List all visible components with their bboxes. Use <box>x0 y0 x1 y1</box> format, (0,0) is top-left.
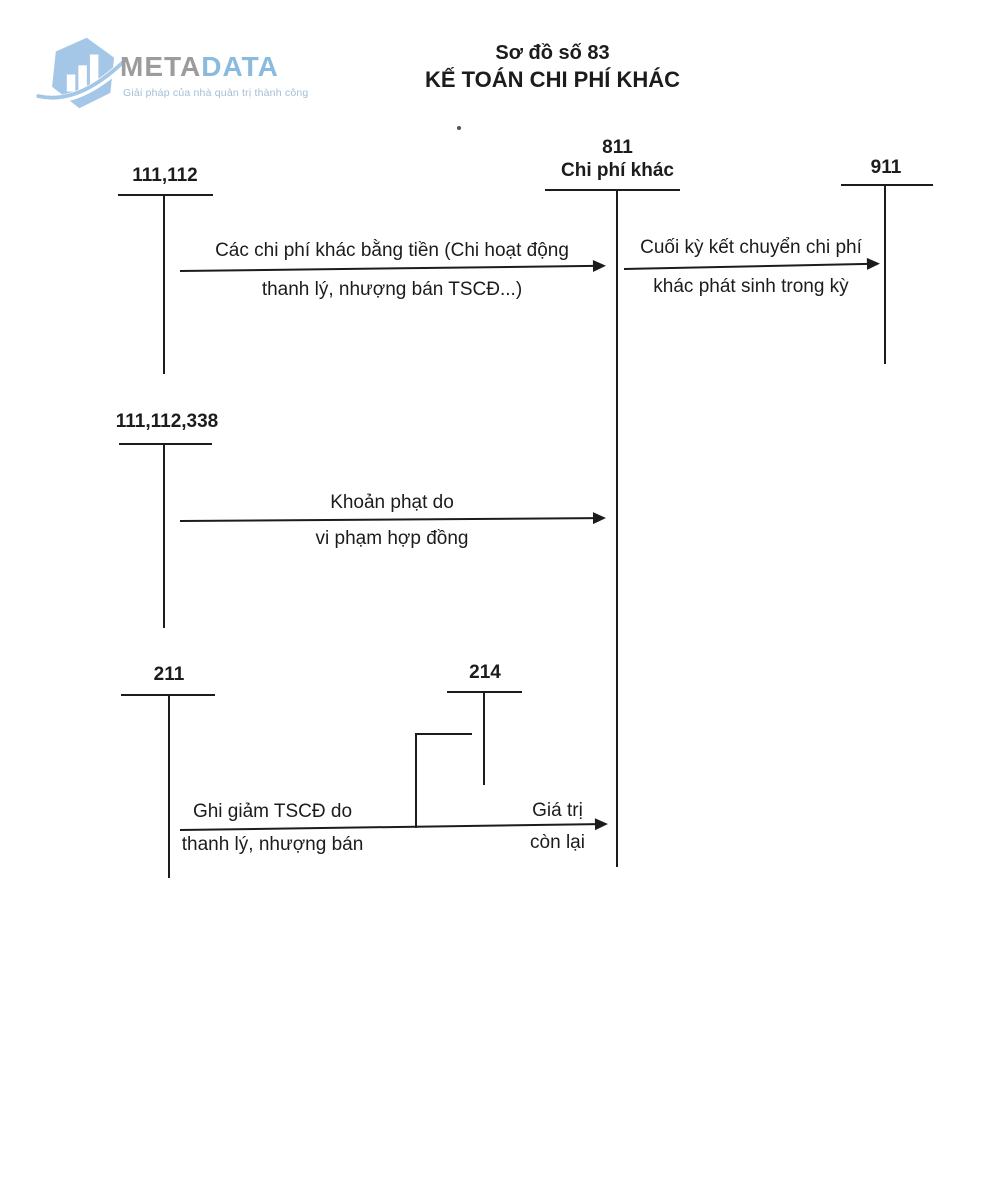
taccount-stem-911 <box>884 184 886 364</box>
flow-penalty-line1: Khoản phạt do <box>330 492 454 513</box>
flow-writeoff-line2: thanh lý, nhượng bán <box>181 834 364 855</box>
arrowhead-right-icon <box>595 818 608 830</box>
diagram-name: KẾ TOÁN CHI PHÍ KHÁC <box>424 67 681 92</box>
arrow-shaft <box>180 823 597 831</box>
taccount-topline-911 <box>841 184 933 186</box>
brand-data: DATA <box>201 51 279 82</box>
taccount-topline-111-112 <box>118 194 213 196</box>
account-label-211: 211 <box>153 664 185 685</box>
flow-writeoff-value-line1: Giá trị <box>532 800 583 821</box>
flow-penalty-line2: vi phạm hợp đồng <box>315 528 469 549</box>
taccount-topline-811 <box>545 189 680 191</box>
taccount-topline-111-112-338 <box>119 443 212 445</box>
arrow-shaft <box>180 265 595 272</box>
account-label-111-112-338: 111,112,338 <box>115 411 219 432</box>
brand-tagline: Giải pháp của nhà quản trị thành công <box>123 87 309 99</box>
flow-period-end-arrow <box>624 264 880 269</box>
taccount-stem-111-112-338 <box>163 443 165 628</box>
account-code-811: 811 <box>602 137 633 158</box>
arrow-shaft <box>180 517 595 522</box>
flow-cash-expenses-line2: thanh lý, nhượng bán TSCĐ...) <box>261 279 523 300</box>
flow-writeoff-value-line2: còn lại <box>530 832 585 853</box>
account-label-214: 214 <box>469 662 501 683</box>
taccount-stem-811 <box>616 189 618 867</box>
scan-artifact-dot <box>457 126 461 130</box>
metadata-logo-icon <box>44 36 122 110</box>
flow-penalty-arrow <box>180 518 606 521</box>
connector-214-vertical <box>415 733 417 828</box>
account-label-811 <box>545 136 690 182</box>
account-label-111-112: 111,112 <box>132 165 198 186</box>
arrowhead-right-icon <box>593 260 606 272</box>
flow-writeoff-arrow <box>180 824 608 830</box>
brand-name <box>120 51 279 83</box>
arrow-shaft <box>624 263 869 270</box>
account-label-911: 911 <box>870 157 902 178</box>
arrowhead-right-icon <box>867 258 880 270</box>
diagram-title <box>380 40 725 94</box>
taccount-stem-111-112 <box>163 194 165 374</box>
flow-period-end-line2: khác phát sinh trong kỳ <box>653 276 849 297</box>
diagram-number: Sơ đồ số 83 <box>495 42 610 64</box>
flow-cash-expenses-arrow <box>180 266 606 271</box>
flow-cash-expenses-line1: Các chi phí khác bằng tiền (Chi hoạt động <box>215 240 569 261</box>
taccount-stem-214 <box>483 691 485 785</box>
flow-writeoff-line1: Ghi giảm TSCĐ do <box>192 801 353 822</box>
flow-period-end-line1: Cuối kỳ kết chuyển chi phí <box>640 237 862 258</box>
connector-214-horizontal <box>415 733 472 735</box>
account-name-811: Chi phí khác <box>561 160 674 181</box>
brand-meta: META <box>120 51 202 82</box>
arrowhead-right-icon <box>593 512 606 524</box>
